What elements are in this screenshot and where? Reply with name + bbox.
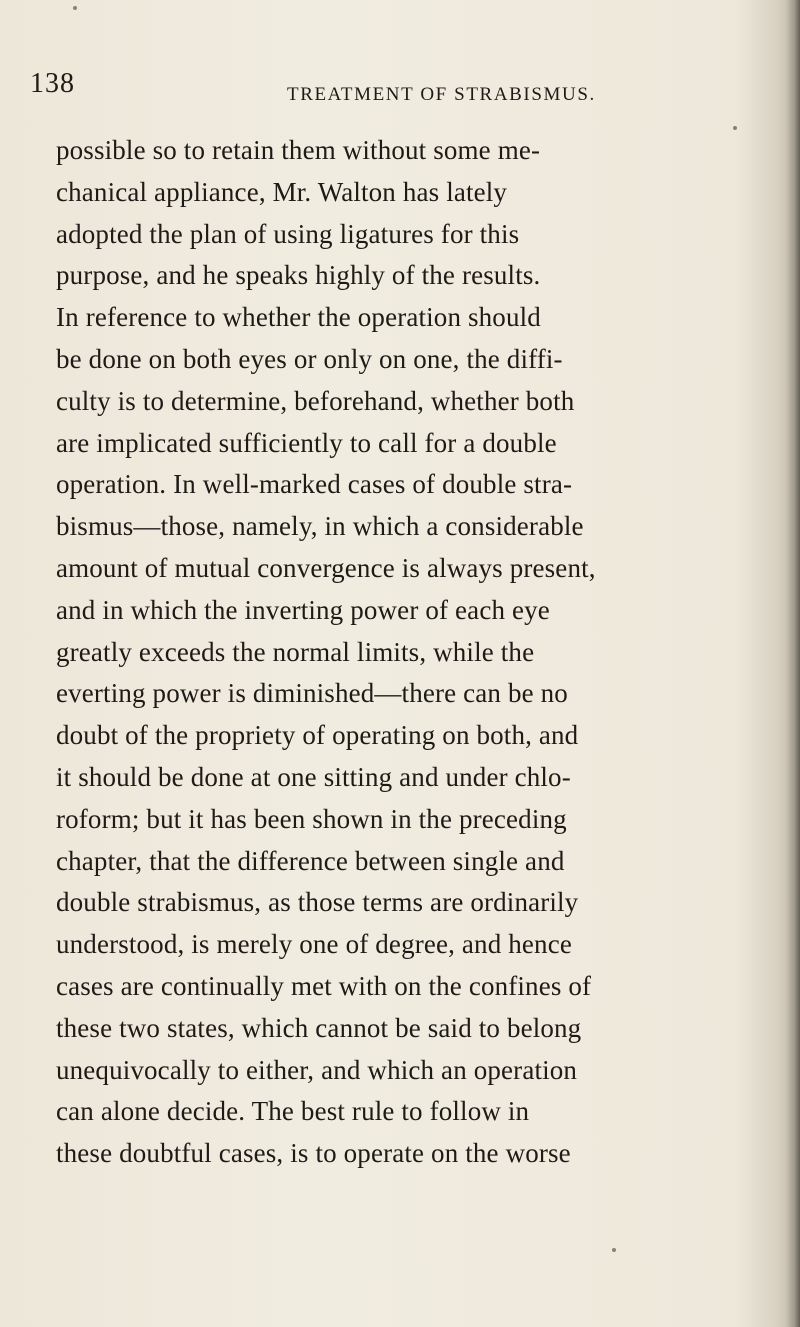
text-line: are implicated sufficiently to call for a double [56, 427, 557, 458]
page-number: 138 [30, 68, 75, 99]
text-line: In reference to whether the operation should [56, 302, 541, 333]
paper-speck [733, 126, 737, 130]
paper-speck [73, 6, 77, 10]
text-line: greatly exceeds the normal limits, while the [56, 636, 535, 667]
running-head: TREATMENT OF STRABISMUS. [287, 84, 596, 105]
text-line: purpose, and he speaks highly of the results. [56, 260, 541, 291]
text-line: double strabismus, as those terms are ordinarily [56, 887, 579, 918]
text-line: and in which the inverting power of each eye [56, 594, 550, 625]
text-line: cases are continually met with on the confines of [56, 970, 592, 1001]
page-header [30, 68, 770, 112]
text-line: everting power is diminished—there can be no [56, 678, 568, 709]
text-line: understood, is merely one of degree, and hence [56, 929, 572, 960]
text-line: these doubtful cases, is to operate on the worse [56, 1138, 571, 1169]
text-line: unequivocally to either, and which an operation [56, 1054, 578, 1085]
text-line: possible so to retain them without some me- [56, 135, 541, 165]
text-line: be done on both eyes or only on one, the diffi- [56, 343, 563, 374]
body-text [56, 130, 792, 1175]
text-line: amount of mutual convergence is always present, [56, 552, 596, 583]
text-line: culty is to determine, beforehand, whether both [56, 385, 575, 416]
paper-speck [612, 1248, 616, 1252]
text-line: doubt of the propriety of operating on both, and [56, 720, 579, 751]
text-line: roform; but it has been shown in the preceding [56, 803, 567, 834]
text-line: operation. In well-marked cases of double stra- [56, 469, 573, 500]
text-line: adopted the plan of using ligatures for this [56, 218, 520, 249]
text-line: it should be done at one sitting and under chlo- [56, 761, 571, 792]
text-line: chanical appliance, Mr. Walton has lately [56, 176, 508, 207]
text-line: these two states, which cannot be said to belong [56, 1012, 582, 1043]
text-line: bismus—those, namely, in which a considerable [56, 511, 584, 542]
text-line: chapter, that the difference between single and [56, 845, 565, 876]
text-line: can alone decide. The best rule to follow in [56, 1096, 530, 1127]
